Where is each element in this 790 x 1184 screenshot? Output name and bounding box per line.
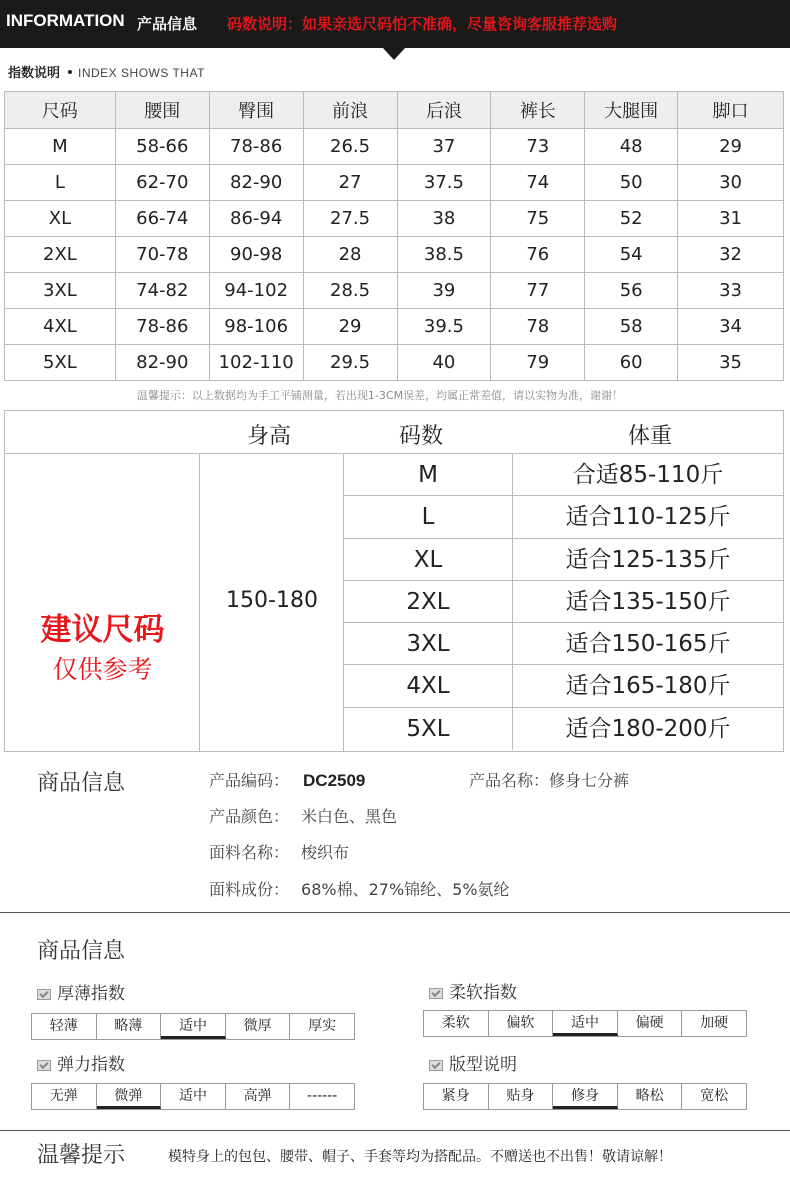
weight-header: 体重 [628, 424, 673, 449]
size-chart-table [4, 91, 784, 381]
table-row [5, 309, 784, 345]
table-cell: 58-66 [115, 129, 209, 165]
table-cell: 48 [585, 129, 678, 165]
thickness-option: 略薄 [97, 1014, 162, 1039]
recommend-row [344, 623, 783, 665]
product-color [209, 804, 397, 827]
table-cell: 28.5 [303, 273, 397, 309]
elasticity-option: 适中 [161, 1084, 226, 1109]
header-cell: 脚口 [678, 92, 784, 129]
header-en-title: INFORMATION [6, 11, 125, 30]
weight-value: 适合135-150斤 [565, 588, 731, 615]
bullet-dot [68, 70, 72, 74]
table-cell: 52 [585, 201, 678, 237]
checkbox-icon [37, 989, 51, 1000]
table-cell: 29 [678, 129, 784, 165]
softness-option-selected: 适中 [553, 1011, 618, 1036]
recommend-row [344, 708, 783, 750]
table-cell: 34 [678, 309, 784, 345]
size-value: 4XL [344, 665, 513, 706]
table-cell: XL [5, 201, 116, 237]
index-heading-en: INDEX SHOWS THAT [78, 66, 205, 80]
product-name-value: 修身七分裤 [549, 771, 630, 790]
table-cell: 79 [491, 345, 585, 381]
thickness-scale [31, 1013, 355, 1040]
table-cell: 73 [491, 129, 585, 165]
table-cell: 4XL [5, 309, 116, 345]
header-cell: 裤长 [491, 92, 585, 129]
table-cell: 2XL [5, 237, 116, 273]
size-value: 5XL [344, 708, 513, 750]
recommend-row [344, 539, 783, 581]
table-cell: 3XL [5, 273, 116, 309]
table-cell: 94-102 [209, 273, 303, 309]
fabric-name-value: 梭织布 [301, 843, 350, 862]
table-cell: 62-70 [115, 165, 209, 201]
table-row [5, 345, 784, 381]
size-value: M [344, 454, 513, 495]
fabric-composition-label: 面料成份： [209, 880, 290, 899]
recommend-label-cell [5, 454, 200, 751]
height-cell [200, 454, 344, 751]
index-heading-cn: 指数说明 [8, 66, 61, 81]
checkbox-icon [37, 1060, 51, 1071]
table-row [5, 237, 784, 273]
table-cell: 76 [491, 237, 585, 273]
checkbox-icon [429, 1060, 443, 1071]
table-cell: 5XL [5, 345, 116, 381]
product-code [209, 768, 365, 791]
header-bar [0, 0, 790, 48]
table-row [5, 165, 784, 201]
thickness-label-text: 厚薄指数 [57, 984, 125, 1004]
table-cell: 70-78 [115, 237, 209, 273]
table-cell: 37.5 [397, 165, 491, 201]
thickness-option: 微厚 [226, 1014, 291, 1039]
softness-label [429, 978, 517, 1003]
fit-scale [423, 1083, 747, 1110]
fit-label [429, 1050, 517, 1075]
table-row [5, 273, 784, 309]
table-cell: 82-90 [209, 165, 303, 201]
table-cell: 74-82 [115, 273, 209, 309]
fit-option: 贴身 [489, 1084, 554, 1109]
weight-value: 适合165-180斤 [565, 673, 731, 700]
fit-option: 紧身 [424, 1084, 489, 1109]
recommend-row [344, 454, 783, 496]
table-cell: 78-86 [209, 129, 303, 165]
weight-value: 适合150-165斤 [565, 631, 731, 658]
index-heading [8, 62, 205, 81]
elasticity-label-text: 弹力指数 [57, 1055, 125, 1075]
table-cell: 54 [585, 237, 678, 273]
table-cell: 75 [491, 201, 585, 237]
table-cell: 90-98 [209, 237, 303, 273]
recommend-size-label: 建议尺码 [40, 612, 165, 648]
fit-option-selected: 修身 [553, 1084, 618, 1109]
header-cell: 臀围 [209, 92, 303, 129]
elasticity-option: ------ [307, 1088, 338, 1104]
softness-option: 偏软 [489, 1011, 554, 1036]
table-cell: 86-94 [209, 201, 303, 237]
softness-option: 柔软 [424, 1011, 489, 1036]
recommend-row [344, 665, 783, 707]
fit-option: 略松 [618, 1084, 683, 1109]
table-cell: L [5, 165, 116, 201]
measurement-note: 温馨提示：以上数据均为手工平铺测量，若出现1-3CM误差，均属正常差值，请以实物为准，谢谢！ [136, 389, 624, 402]
size-chart-header-row [5, 92, 784, 129]
size-notice: 码数说明：如果亲选尺码怕不准确，尽量咨询客服推荐选购 [227, 15, 618, 33]
table-cell: M [5, 129, 116, 165]
table-cell: 66-74 [115, 201, 209, 237]
elasticity-option: 高弹 [226, 1084, 291, 1109]
weight-value: 合适85-110斤 [572, 462, 724, 488]
table-cell: 27.5 [303, 201, 397, 237]
table-cell: 37 [397, 129, 491, 165]
header-cn-title: 产品信息 [137, 15, 198, 33]
header-cell: 尺码 [5, 92, 116, 129]
fit-option: 宽松 [700, 1088, 729, 1104]
table-cell: 78-86 [115, 309, 209, 345]
table-cell: 56 [585, 273, 678, 309]
table-cell: 77 [491, 273, 585, 309]
checkbox-icon [429, 988, 443, 999]
elasticity-option-selected: 微弹 [97, 1084, 162, 1109]
elasticity-option: 无弹 [32, 1084, 97, 1109]
recommend-header [5, 411, 783, 454]
table-cell: 33 [678, 273, 784, 309]
recommend-table [4, 410, 784, 752]
table-cell: 60 [585, 345, 678, 381]
table-cell: 35 [678, 345, 784, 381]
recommend-rows [344, 454, 783, 750]
header-cell: 腰围 [115, 92, 209, 129]
size-value: 3XL [344, 623, 513, 664]
table-cell: 50 [585, 165, 678, 201]
table-cell: 30 [678, 165, 784, 201]
product-name [469, 768, 629, 791]
product-info-title: 商品信息 [37, 771, 126, 796]
table-cell: 39 [397, 273, 491, 309]
softness-option: 偏硬 [618, 1011, 683, 1036]
fit-label-text: 版型说明 [449, 1055, 517, 1075]
softness-label-text: 柔软指数 [449, 983, 517, 1003]
table-cell: 82-90 [115, 345, 209, 381]
table-cell: 39.5 [397, 309, 491, 345]
product-code-value: DC2509 [303, 771, 366, 790]
thickness-option: 轻薄 [32, 1014, 97, 1039]
table-row [5, 129, 784, 165]
elasticity-label [37, 1050, 125, 1075]
softness-scale [423, 1010, 747, 1037]
size-value: 2XL [344, 581, 513, 622]
height-value: 150-180 [226, 588, 318, 613]
table-cell: 29 [303, 309, 397, 345]
product-color-value: 米白色、黑色 [301, 807, 398, 826]
table-cell: 40 [397, 345, 491, 381]
table-cell: 26.5 [303, 129, 397, 165]
table-cell: 58 [585, 309, 678, 345]
fabric-composition-value: 68%棉、27%锦纶、5%氨纶 [301, 880, 510, 899]
table-cell: 98-106 [209, 309, 303, 345]
header-cell: 后浪 [397, 92, 491, 129]
elasticity-scale [31, 1083, 355, 1110]
table-cell: 38 [397, 201, 491, 237]
table-cell: 29.5 [303, 345, 397, 381]
divider [0, 912, 790, 913]
table-cell: 74 [491, 165, 585, 201]
product-name-label: 产品名称： [469, 771, 550, 790]
tips-text: 模特身上的包包、腰带、帽子、手套等均为搭配品。不赠送也不出售！敬请谅解！ [168, 1149, 672, 1165]
softness-option: 加硬 [700, 1015, 729, 1031]
indices-title: 商品信息 [37, 939, 126, 964]
size-header: 码数 [399, 424, 444, 449]
fabric-composition [209, 877, 510, 900]
fabric-name [209, 840, 349, 863]
table-cell: 27 [303, 165, 397, 201]
header-notch [383, 48, 405, 60]
recommend-row [344, 581, 783, 623]
tips-title: 温馨提示 [37, 1143, 126, 1168]
header-cell: 前浪 [303, 92, 397, 129]
product-code-label: 产品编码： [209, 771, 290, 790]
height-header: 身高 [247, 424, 292, 449]
table-cell: 102-110 [209, 345, 303, 381]
table-cell: 32 [678, 237, 784, 273]
table-cell: 28 [303, 237, 397, 273]
size-value: L [344, 496, 513, 537]
reference-only-label: 仅供参考 [52, 655, 153, 684]
thickness-option: 厚实 [308, 1018, 337, 1034]
thickness-label [37, 979, 125, 1004]
thickness-option-selected: 适中 [161, 1014, 226, 1039]
recommend-row [344, 496, 783, 538]
table-cell: 38.5 [397, 237, 491, 273]
header-cell: 大腿围 [585, 92, 678, 129]
table-cell: 78 [491, 309, 585, 345]
size-value: XL [344, 539, 513, 580]
product-color-label: 产品颜色： [209, 807, 290, 826]
weight-value: 适合125-135斤 [565, 546, 731, 573]
fabric-name-label: 面料名称： [209, 843, 290, 862]
divider [0, 1130, 790, 1131]
weight-value: 适合110-125斤 [565, 504, 731, 531]
weight-value: 适合180-200斤 [565, 715, 731, 742]
table-row [5, 201, 784, 237]
table-cell: 31 [678, 201, 784, 237]
